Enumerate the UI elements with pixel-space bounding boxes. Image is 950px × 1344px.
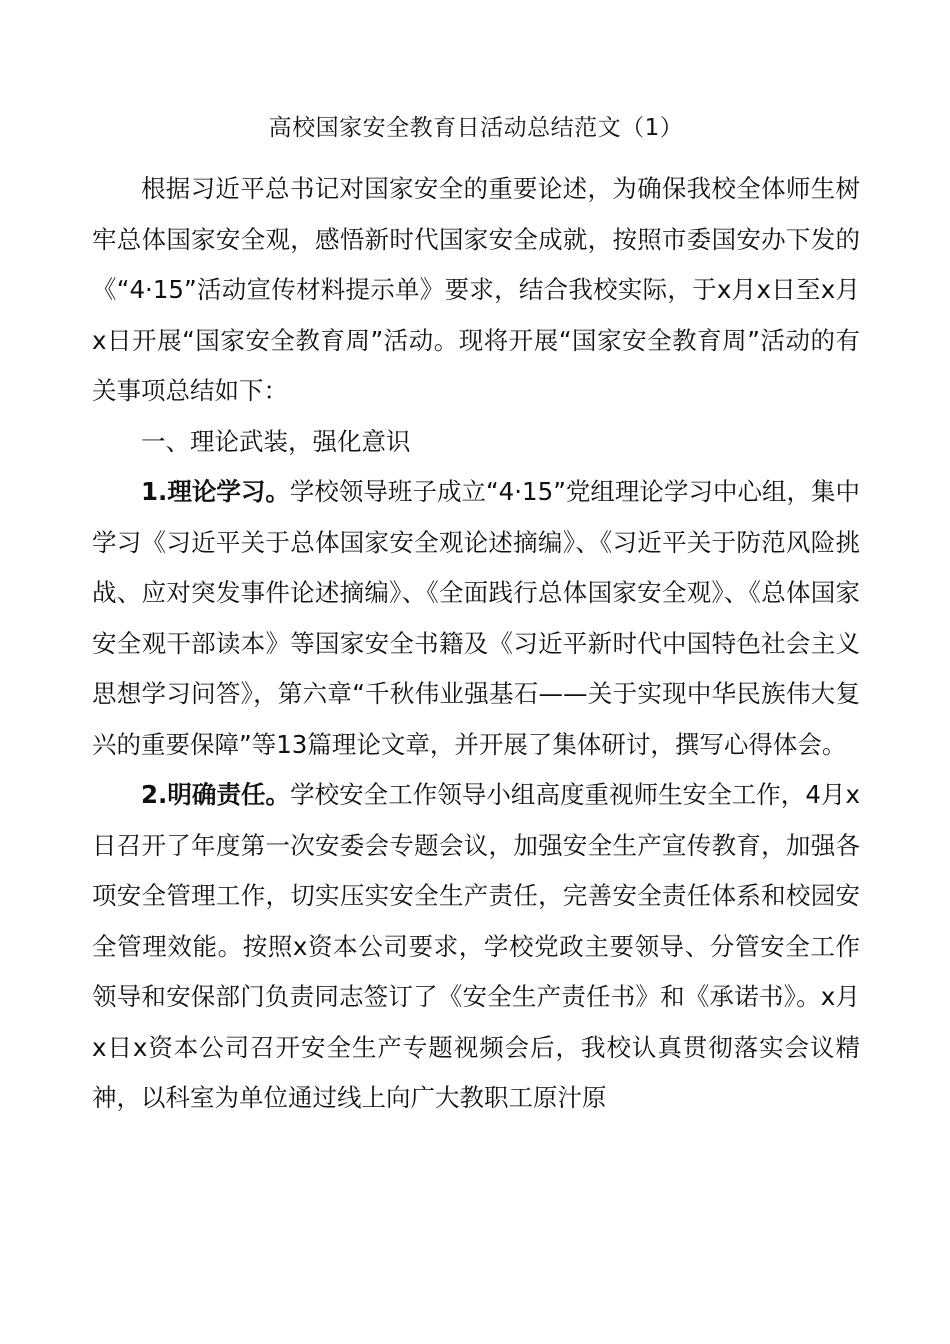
- paragraph-theory-study: [92, 467, 860, 770]
- paragraph-responsibility-lead: 2.明确责任。: [141, 780, 291, 809]
- paragraph-responsibility: [92, 770, 860, 1124]
- paragraph-intro-text: 根据习近平总书记对国家安全的重要论述，为确保我校全体师生树牢总体国家安全观，感悟新时代国家安全成就，按照市委国安办下发的《“4·15”活动宣传材料提示单》要求，结合我校实际，于x月x日至x月x日开展“国家安全教育周”活动。现将开展“国家安全教育周”活动的有关事项总结如下：: [92, 174, 860, 405]
- section-heading-1-text: 一、理论武装，强化意识: [141, 426, 411, 456]
- paragraph-responsibility-text: 学校安全工作领导小组高度重视师生安全工作，4月x日召开了年度第一次安委会专题会议，加强安全生产宣传教育，加强各项安全管理工作，切实压实安全生产责任，完善安全责任体系和校园安全管理效能。按照x资本公司要求，学校党政主要领导、分管安全工作领导和安保部门负责同志签订了《安全生产责任书》和《承诺书》。x月x日x资本公司召开安全生产专题视频会后，我校认真贯彻落实会议精神，以科室为单位通过线上向广大教职工原汁原: [92, 780, 860, 1112]
- document-title: 高校国家安全教育日活动总结范文（1）: [268, 115, 684, 141]
- document-page: [92, 112, 860, 1124]
- paragraph-intro: [92, 164, 860, 417]
- paragraph-theory-study-lead: 1.理论学习。: [141, 477, 290, 506]
- section-heading-1: [92, 417, 860, 468]
- paragraph-theory-study-text: 学校领导班子成立“4·15”党组理论学习中心组，集中学习《习近平关于总体国家安全观论述摘编》、《习近平关于防范风险挑战、应对突发事件论述摘编》、《全面践行总体国家安全观》、《总体国家安全观干部读本》等国家安全书籍及《习近平新时代中国特色社会主义思想学习问答》，第六章“千秋伟业强基石——关于实现中华民族伟大复兴的重要保障”等13篇理论文章，并开展了集体研讨，撰写心得体会。: [92, 477, 860, 759]
